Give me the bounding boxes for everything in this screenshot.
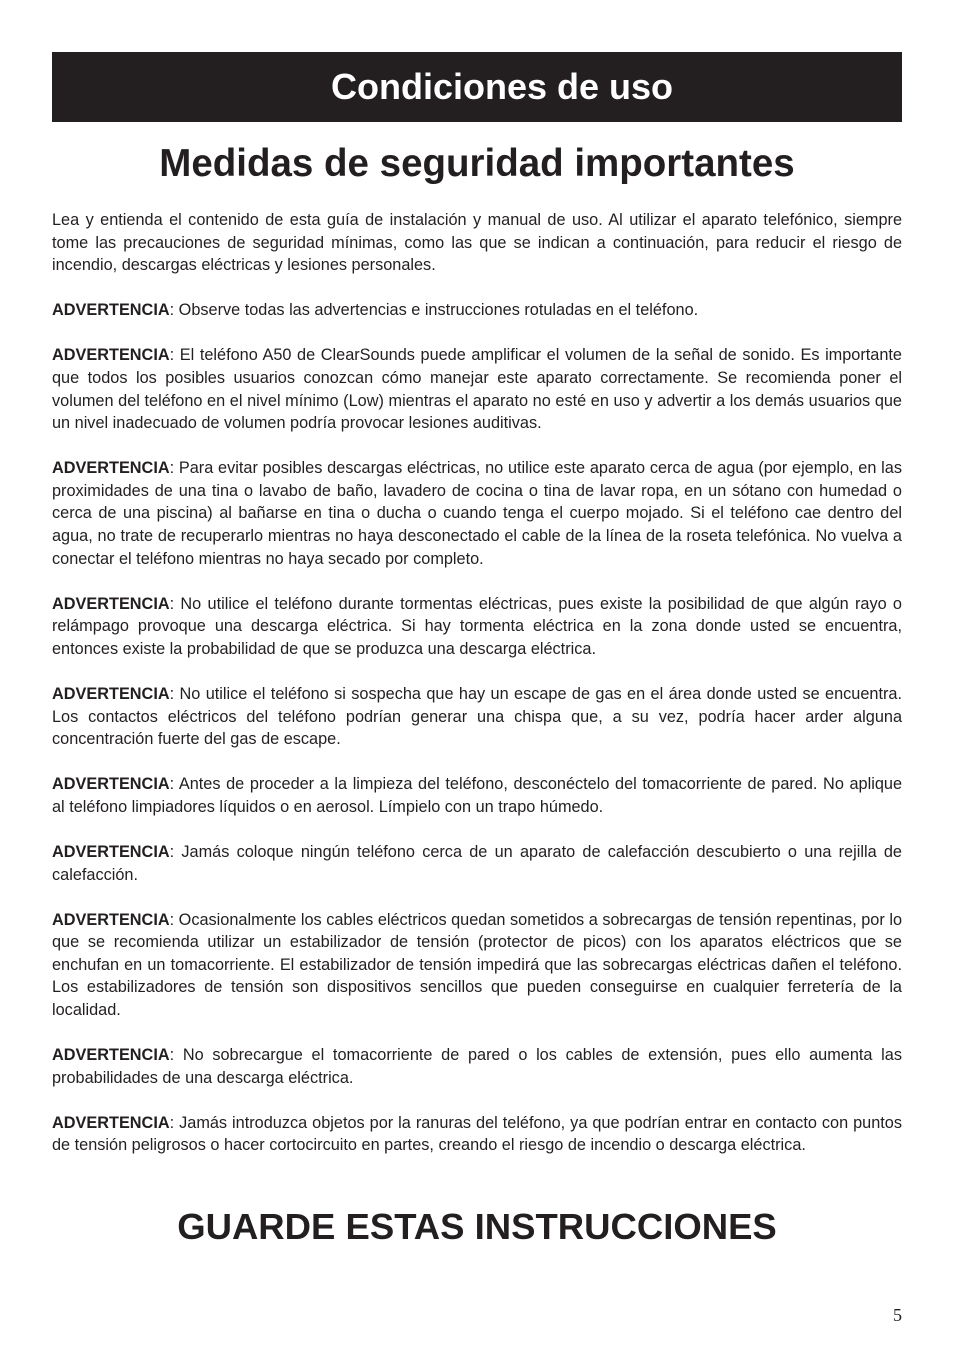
paragraph-text: : No utilice el teléfono durante tormentas eléctricas, pues existe la posibilidad de que algún rayo o relámpago provoque una descarga eléctrica. Si hay tormenta eléctrica en la zona donde usted se encuentra, entonces existe la probabilidad de que se produzca una descarga eléctrica. [52, 594, 902, 658]
paragraph-text: : No utilice el teléfono si sospecha que hay un escape de gas en el área donde usted se encuentra. Los contactos eléctricos del teléfono podrían generar una chispa que, a su vez, podría hacer arder alguna concentración fuerte del gas de escape. [52, 685, 902, 749]
warning-label: ADVERTENCIA [52, 775, 170, 794]
warning-label: ADVERTENCIA [52, 346, 170, 365]
section-title: Condiciones de uso [330, 66, 674, 107]
warning-label: ADVERTENCIA [52, 594, 170, 613]
paragraph-text: : No sobrecargue el tomacorriente de pared o los cables de extensión, pues ello aumenta las probabilidades de una descarga eléctrica. [52, 1046, 902, 1087]
warning-label: ADVERTENCIA [52, 301, 170, 320]
warning-paragraph [52, 593, 902, 661]
warning-label: ADVERTENCIA [52, 1113, 170, 1132]
warning-paragraph [52, 841, 902, 886]
warning-paragraph [52, 683, 902, 751]
page-title: Medidas de seguridad importantes [159, 142, 795, 185]
warning-paragraph [52, 773, 902, 818]
warning-paragraph [52, 1044, 902, 1089]
warning-label: ADVERTENCIA [52, 842, 170, 861]
warning-paragraph [52, 344, 902, 434]
warning-paragraph [52, 1112, 902, 1157]
paragraph-text: : Para evitar posibles descargas eléctricas, no utilice este aparato cerca de agua (por ejemplo, en las proximidades de una tina o lavabo de baño, lavadero de cocina o tina de lavar ropa, en un sótano con humedad o cerca de una piscina) al bañarse en tina o ducha o cuando tenga el cuerpo mojado. Si el teléfono cae dentro del agua, no trate de recuperarlo mientras no haya desconectado el cable de la línea de la roseta telefónica. No vuelva a conectar el teléfono mientras no haya secado por completo. [52, 459, 902, 568]
paragraph-text: : Jamás coloque ningún teléfono cerca de un aparato de calefacción descubierto o una rejilla de calefacción. [52, 842, 902, 884]
page-number: 5 [893, 1305, 902, 1325]
paragraph-text: Lea y entienda el contenido de esta guía de instalación y manual de uso. Al utilizar el aparato telefónico, siempre tome las precauciones de seguridad mínimas, como las que se indican a continuación, para reducir el riesgo de incendio, descargas eléctricas y lesiones personales. [52, 211, 902, 275]
paragraph-text: : Ocasionalmente los cables eléctricos quedan sometidos a sobrecargas de tensión repentinas, por lo que se recomienda utilizar un estabilizador de tensión (protector de picos) con los aparatos eléctricos que se enchufan en un tomacorriente. El estabilizador de tensión impedirá que las sobrecargas eléctricas dañen el teléfono. Los estabilizadores de tensión son dispositivos sencillos que pueden conseguirse en cualquier ferretería de la localidad. [52, 910, 902, 1020]
section-header-bar [52, 52, 902, 122]
paragraph-text: : Jamás introduzca objetos por la ranuras del teléfono, ya que podrían entrar en contacto con puntos de tensión peligrosos o hacer cortocircuito en partes, creando el riesgo de incendio o descarga eléctrica. [52, 1113, 902, 1155]
save-instructions-heading: GUARDE ESTAS INSTRUCCIONES [177, 1206, 777, 1247]
warning-label: ADVERTENCIA [52, 910, 170, 929]
paragraph-text: : El teléfono A50 de ClearSounds puede amplificar el volumen de la señal de sonido. Es importante que todos los posibles usuarios conozcan cómo manejar este aparato correctamente. Se recomienda poner el volumen del teléfono en el nivel mínimo (Low) mientras el aparato no esté en uso y advertir a los demás usuarios que un nivel inadecuado de volumen podría provocar lesiones auditivas. [52, 346, 902, 433]
warning-paragraph [52, 457, 902, 570]
warning-label: ADVERTENCIA [52, 685, 170, 703]
warning-paragraph [52, 299, 902, 322]
paragraph-text: : Observe todas las advertencias e instrucciones rotuladas en el teléfono. [169, 301, 699, 320]
warning-paragraph [52, 909, 902, 1022]
warning-label: ADVERTENCIA [52, 459, 170, 478]
safety-warnings-list [52, 209, 902, 1180]
warning-label: ADVERTENCIA [52, 1046, 170, 1065]
paragraph-text: : Antes de proceder a la limpieza del teléfono, desconéctelo del tomacorriente de pared. No aplique al teléfono limpiadores líquidos o en aerosol. Límpielo con un trapo húmedo. [52, 775, 902, 816]
intro-paragraph [52, 209, 902, 277]
